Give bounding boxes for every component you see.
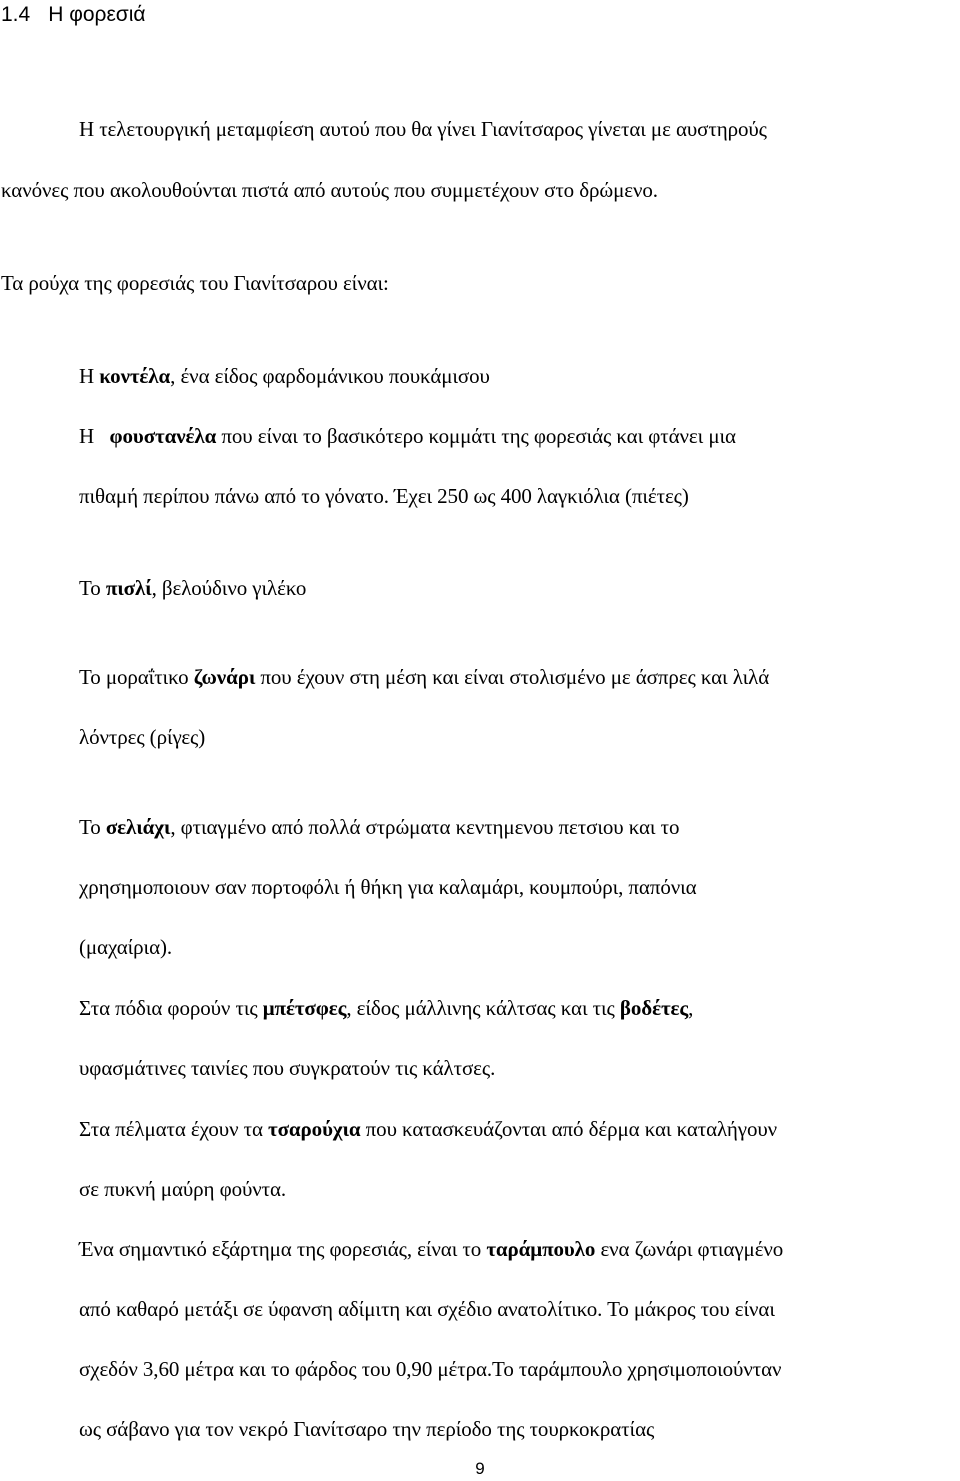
intro-line-2: κανόνες που ακολουθούνται πιστά από αυτούς που συμμετέχουν στο δρώμενο. [1, 178, 658, 202]
item-seliaxi-line-3: (μαχαίρια). [79, 935, 173, 959]
section-number: 1.4 [1, 3, 31, 26]
item-zonari: Το μοραΐτικο ζωνάρι που έχουν στη μέση και είναι στολισμένο με άσπρες και λιλά [79, 665, 770, 689]
term-tsarouxia: τσαρούχια [268, 1117, 361, 1141]
page-number: 9 [475, 1459, 485, 1478]
item-tarampoulo-line-4: ως σάβανο για τον νεκρό Γιανίτσαρο την περίοδο της τουρκοκρατίας [79, 1417, 655, 1441]
item-tarampoulo: Ένα σημαντικό εξάρτημα της φορεσιάς, είναι το ταράμπουλο ενα ζωνάρι φτιαγμένο [79, 1237, 784, 1261]
item-betsfes-line-2: υφασμάτινες ταινίες που συγκρατούν τις κάλτσες. [79, 1056, 496, 1080]
section-heading [1, 3, 146, 27]
item-foustanela-line-2: πιθαμή περίπου πάνω από το γόνατο. Έχει 250 ως 400 λαγκιόλια (πιέτες) [79, 484, 689, 508]
item-foustanela: Η φουστανέλα που είναι το βασικότερο κομμάτι της φορεσιάς και φτάνει μια [79, 424, 736, 448]
intro-line-1: Η τελετουργική μεταμφίεση αυτού που θα γίνει Γιανίτσαρος γίνεται με αυστηρούς [79, 117, 767, 141]
item-betsfes: Στα πόδια φορούν τις μπέτσφες, είδος μάλλινης κάλτσας και τις βοδέτες, [79, 996, 694, 1020]
item-tsarouxia-line-2: σε πυκνή μαύρη φούντα. [79, 1177, 287, 1201]
clothes-intro: Τα ρούχα της φορεσιάς του Γιανίτσαρου είναι: [1, 271, 389, 295]
term-foustanela: φουστανέλα [109, 424, 217, 448]
term-tarampoulo: ταράμπουλο [486, 1237, 596, 1261]
item-zonari-line-2: λόντρες (ρίγες) [79, 725, 206, 749]
item-tarampoulo-line-3: σχεδόν 3,60 μέτρα και το φάρδος του 0,90 μέτρα.Το ταράμπουλο χρησιμοποιούνταν [79, 1357, 782, 1381]
section-title: Η φορεσιά [48, 3, 146, 26]
term-bodetes: βοδέτες [619, 996, 689, 1020]
item-tarampoulo-line-2: από καθαρό μετάξι σε ύφανση αδίμιτη και σχέδιο ανατολίτικο. Το μάκρος του είναι [79, 1297, 775, 1321]
term-zonari: ζωνάρι [193, 665, 256, 689]
item-seliaxi: Το σελιάχι, φτιαγμένο από πολλά στρώματα κεντημενου πετσιου και το [79, 815, 680, 839]
item-pisli: Το πισλί, βελούδινο γιλέκο [79, 576, 307, 600]
item-kontela: Η κοντέλα, ένα είδος φαρδομάνικου πουκάμισου [79, 364, 490, 388]
term-seliaxi: σελιάχι [105, 815, 171, 839]
item-tsarouxia: Στα πέλματα έχουν τα τσαρούχια που κατασκευάζονται από δέρμα και καταλήγουν [79, 1117, 778, 1141]
item-seliaxi-line-2: χρησημοποιουν σαν πορτοφόλι ή θήκη για καλαμάρι, κουμπούρι, παπόνια [79, 875, 697, 899]
term-betsfes: μπέτσφες [262, 996, 347, 1020]
term-kontela: κοντέλα [99, 364, 171, 388]
term-pisli: πισλί [105, 576, 152, 600]
